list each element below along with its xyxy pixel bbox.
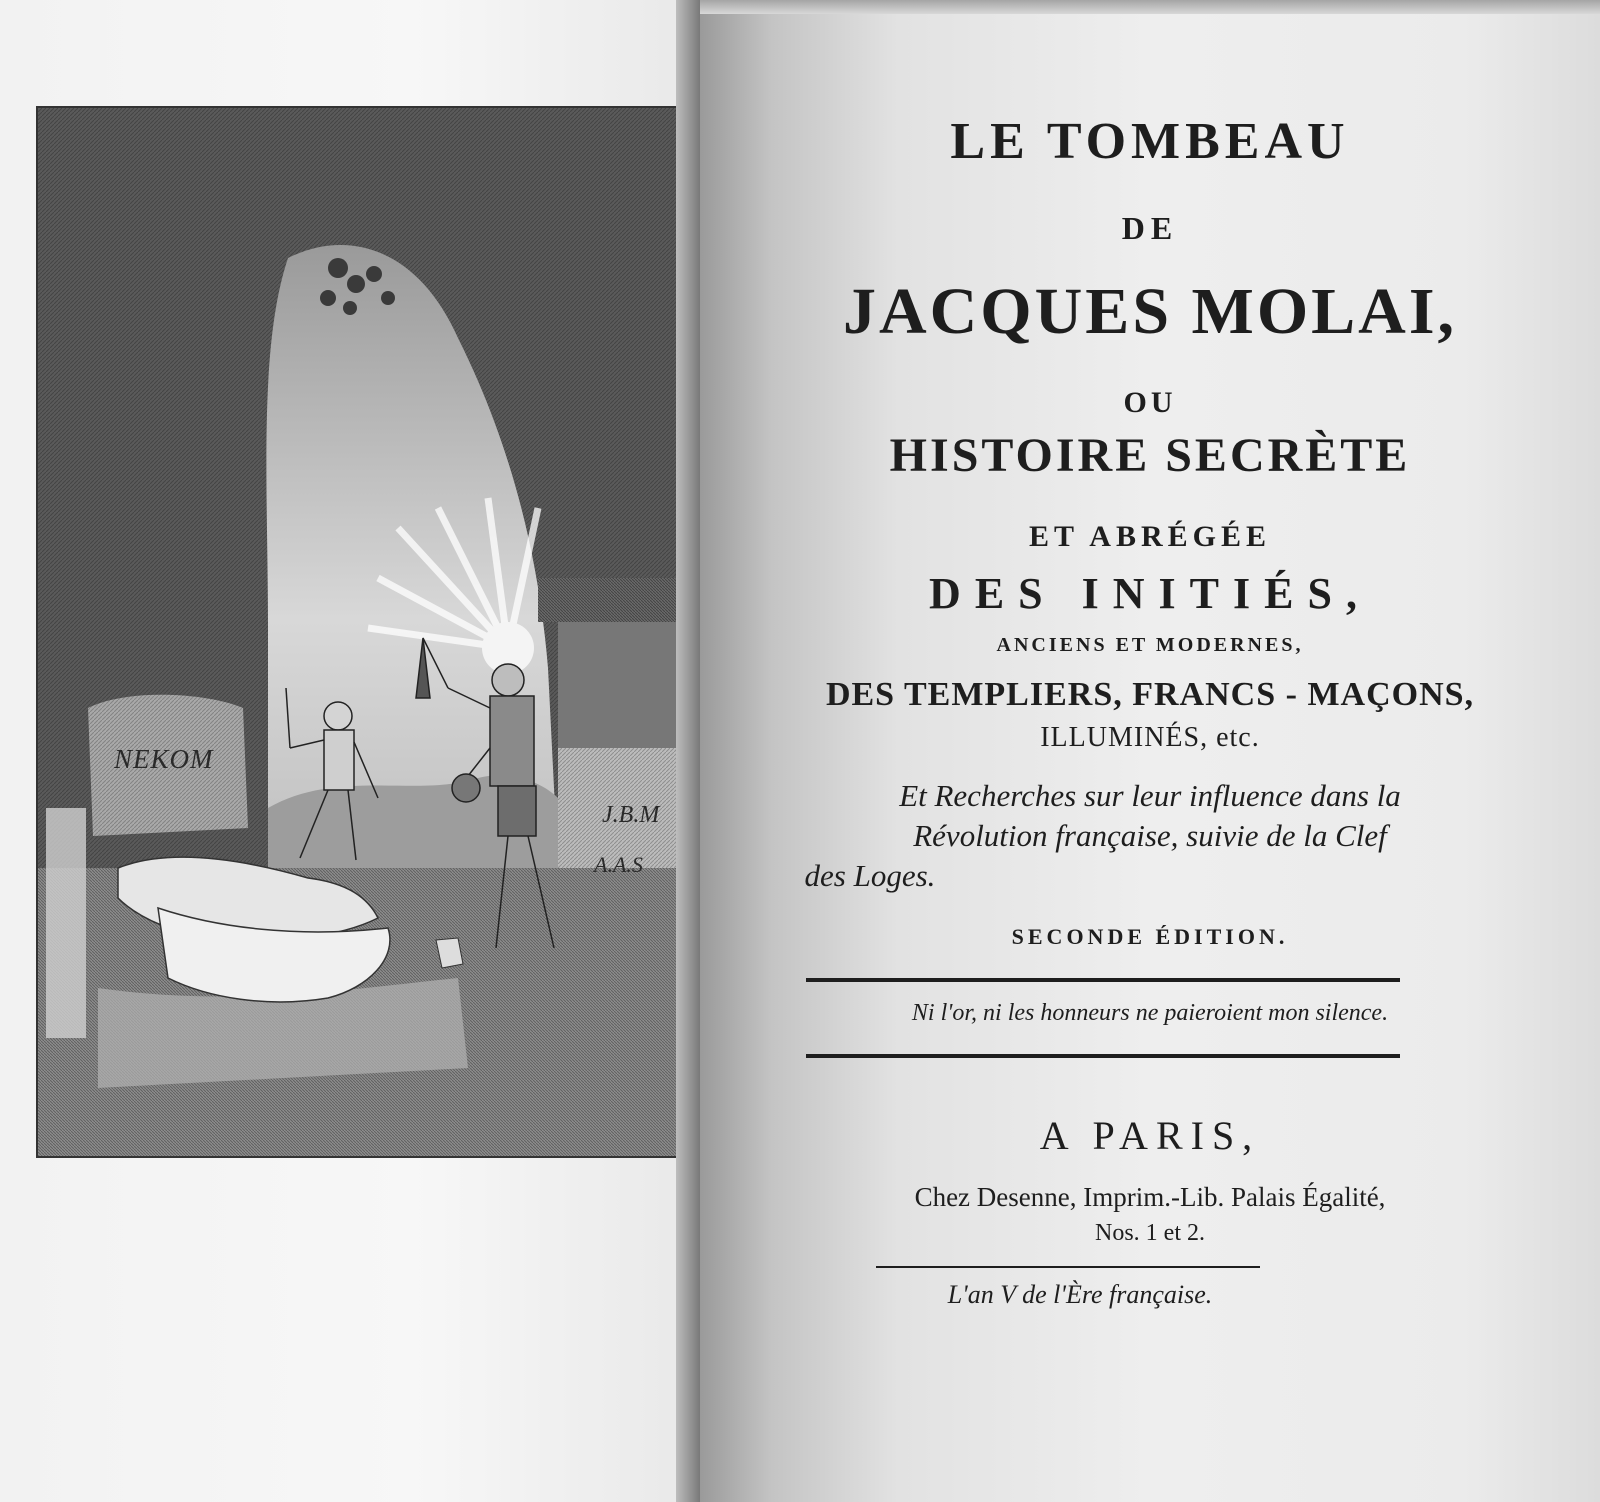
imprint-publisher-2: Nos. 1 et 2. xyxy=(1095,1220,1205,1246)
title-line-3: JACQUES MOLAI, xyxy=(842,275,1458,348)
inscription-aas: A.A.S xyxy=(594,852,643,877)
title-line-7: DES INITIÉS, xyxy=(929,569,1371,618)
inscription-jbm: J.B.M xyxy=(602,802,660,828)
top-rule xyxy=(806,978,1400,982)
page-edge xyxy=(700,0,1600,14)
title-line-1: LE TOMBEAU xyxy=(950,113,1350,170)
title-line-5: HISTOIRE SECRÈTE xyxy=(889,429,1411,482)
title-line-6: ET ABRÉGÉE xyxy=(1028,520,1272,553)
epigraph: Ni l'or, ni les honneurs ne paieroient mon silence. xyxy=(911,1000,1389,1026)
title-line-9: DES TEMPLIERS, FRANCS - MAÇONS, xyxy=(825,676,1475,713)
title-line-8: ANCIENS ET MODERNES, xyxy=(996,634,1304,656)
subtitle-line-3: des Loges. xyxy=(804,858,936,893)
bottom-rule xyxy=(806,1054,1400,1058)
engraving-illustration xyxy=(38,108,684,1156)
inscription-nekom: NEKOM xyxy=(114,744,214,774)
subtitle-line-2: Révolution française, suivie de la Clef xyxy=(913,818,1387,853)
imprint-city: A PARIS, xyxy=(1039,1113,1261,1158)
subtitle-line-1: Et Recherches sur leur influence dans la xyxy=(899,778,1401,813)
frontispiece-engraving xyxy=(36,106,686,1158)
title-line-10: ILLUMINÉS, etc. xyxy=(1040,722,1260,753)
title-line-2: DE xyxy=(1121,210,1179,246)
imprint-date: L'an V de l'Ère française. xyxy=(947,1280,1213,1309)
imprint-publisher-1: Chez Desenne, Imprim.-Lib. Palais Égalité, xyxy=(914,1182,1386,1212)
left-page xyxy=(0,0,690,1502)
title-page xyxy=(700,0,1600,1502)
edition-statement: SECONDE ÉDITION. xyxy=(1011,924,1289,949)
title-line-4: OU xyxy=(1123,386,1177,419)
imprint-rule xyxy=(876,1266,1260,1268)
